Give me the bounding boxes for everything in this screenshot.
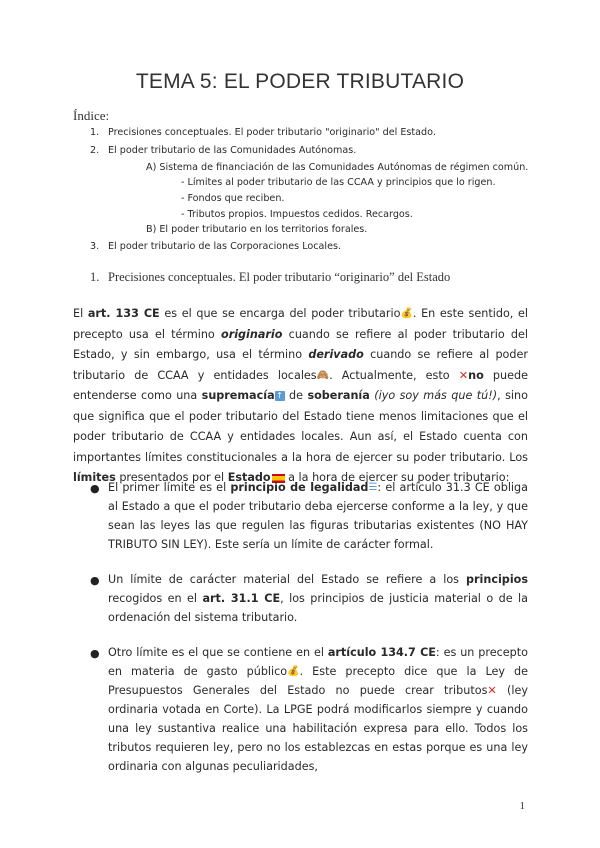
text-run: , los principios de justicia material o de la ordenación del sistema tributario. [108, 592, 528, 624]
list-item [108, 643, 528, 776]
bold-run: principios [466, 573, 528, 586]
italic-run: derivado [308, 348, 364, 361]
toc-number: 3. [90, 241, 100, 252]
toc-item [146, 162, 528, 173]
text-run: : es un precepto en materia de gasto público [108, 646, 528, 678]
text-run: Un límite de carácter material del Estado se refiere a los [108, 573, 467, 586]
text-run: (ley ordinaria votada en Corte). La LPGE podrá modificarlos siempre y cuando una ley sustantiva realice una habilitación expresa para ello. Todos los tributos requieren ley, pero no los establezcas en estas porque es una ley ordinaria con algunas peculiaridades, [108, 684, 528, 773]
section-title: Precisiones conceptuales. El poder tributario “originario” del Estado [108, 270, 451, 284]
cross-mark-icon: ✕ [487, 684, 497, 697]
toc-text: - Límites al poder tributario de las CCAA y principios que lo rigen. [181, 177, 496, 188]
text-run: , sino que significa que el poder tributario del Estado tiene menos limitaciones que el poder tributario de CCAA y entidades locales. Aun así, el Estado cuenta con importantes límites constitucionales a la hora de ejercer su poder tributario. Los [73, 389, 528, 464]
money-bag-icon: 💰 [287, 666, 300, 677]
up-arrow-icon: ↑ [276, 391, 283, 400]
toc-text: El poder tributario de las Comunidades Autónomas. [108, 145, 357, 156]
text-run: cuando se refiere al poder tributario del Estado, y sin embargo, usa el término [73, 327, 528, 361]
list-item [108, 570, 528, 627]
italic-run: (iyo soy más que tú!) [374, 389, 498, 402]
section-heading [90, 270, 450, 285]
toc-item [181, 209, 413, 220]
toc-number: 2. [90, 145, 100, 156]
emoji-icon: 🙈 [316, 369, 330, 381]
section-number: 1. [90, 270, 100, 284]
text-run: de [284, 389, 308, 402]
text-run: El [73, 307, 88, 320]
bullet-icon: ● [90, 574, 100, 587]
text-run: cuando se refiere al poder tributario de CCAA y entidades locales [73, 348, 528, 382]
page-title: TEMA 5: EL PODER TRIBUTARIO [135, 70, 465, 93]
document-icon: ☰ [368, 482, 378, 493]
text-run: puede entenderse como una [73, 368, 528, 402]
toc-item [90, 127, 436, 138]
page-number: 1 [519, 800, 525, 812]
intro-paragraph [73, 304, 528, 489]
toc-text: A) Sistema de financiación de las Comunidades Autónomas de régimen común. [146, 162, 529, 173]
bold-run: Estado [227, 471, 271, 484]
text-run: . Actualmente, esto [329, 368, 459, 382]
bullet-icon: ● [90, 482, 100, 495]
list-item [108, 478, 528, 554]
bold-run: no [468, 368, 484, 382]
text-run: . Este precepto dice que la Ley de Presupuestos Generales del Estado no puede crear tributos [108, 665, 528, 697]
bold-run: artículo 134.7 CE [327, 646, 436, 659]
text-run: Otro límite es el que se contiene en el [108, 646, 328, 659]
text-run: presentados por el [115, 471, 228, 484]
text-run: . En este sentido, el precepto usa el término [73, 307, 529, 341]
toc-text: B) El poder tributario en los territorios forales. [146, 224, 368, 235]
toc-item [90, 241, 341, 252]
text-run: a la hora de ejercer su poder tributario: [284, 471, 510, 484]
bold-run: límites [73, 471, 116, 484]
toc-item [90, 145, 356, 156]
bold-run: art. 133 CE [87, 307, 160, 320]
text-run: El primer límite es el [108, 481, 231, 494]
money-bag-icon: 💰 [400, 308, 413, 319]
toc-text: Precisiones conceptuales. El poder tributario "originario" del Estado. [108, 127, 436, 138]
cross-mark-icon: ✕ [458, 368, 469, 382]
bold-run: art. 31.1 CE [202, 592, 281, 605]
toc-item [181, 193, 284, 204]
index-label: Índice: [73, 108, 110, 123]
italic-run: originario [221, 327, 283, 341]
toc-text: El poder tributario de las Corporaciones Locales. [108, 241, 342, 252]
toc-number: 1. [90, 127, 100, 138]
toc-text: - Tributos propios. Impuestos cedidos. Recargos. [181, 209, 413, 220]
text-run: : el artículo 31.3 CE obliga al Estado a que el poder tributario deba ejercerse conforme a la ley, y que sean las leyes las que regulen las figuras tributarias existentes (NO HAY TRIBUTO SIN LEY). Este sería un límite de carácter formal. [108, 481, 528, 551]
bold-run: supremacía [201, 389, 275, 402]
bold-run: soberanía [307, 389, 370, 402]
bullet-icon: ● [90, 647, 100, 660]
bold-run: principio de legalidad [230, 481, 369, 494]
toc-item [146, 224, 367, 235]
toc-text: - Fondos que reciben. [181, 193, 285, 204]
text-run: recogidos en el [108, 592, 203, 605]
text-run: es el que se encarga del poder tributario [159, 307, 401, 320]
toc-item [181, 177, 496, 188]
